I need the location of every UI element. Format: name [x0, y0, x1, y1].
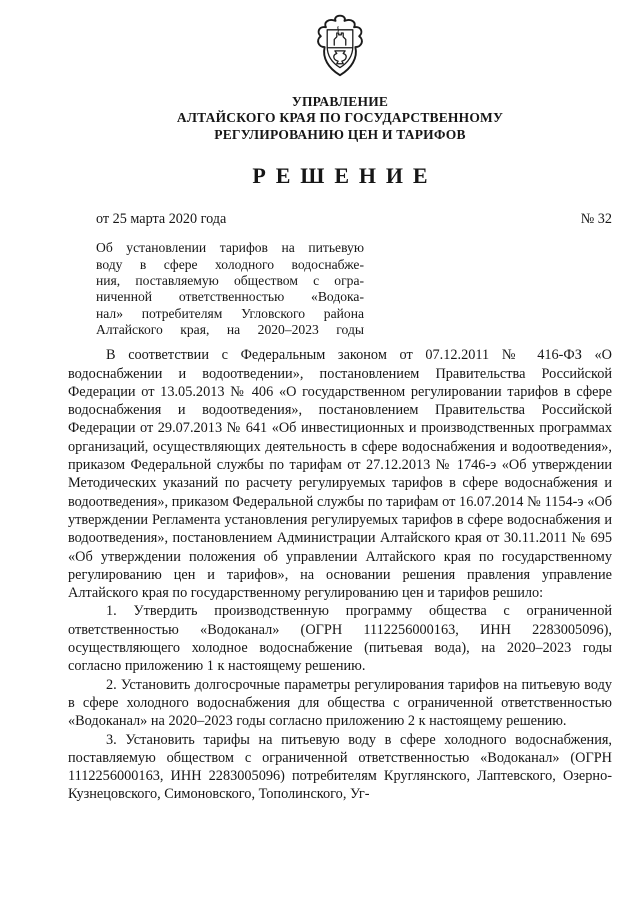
document-body: [68, 346, 612, 803]
issuing-authority: [68, 94, 612, 143]
authority-line-2: АЛТАЙСКОГО КРАЯ ПО ГОСУДАРСТВЕННОМУ: [176, 110, 504, 126]
authority-line-1: УПРАВЛЕНИЕ: [291, 94, 389, 109]
document-type-title: РЕШЕНИЕ: [252, 163, 438, 189]
subject-line: ния, поставляемую обществом с огра-: [96, 273, 364, 289]
subject-line: нал» потребителям Угловского района: [96, 305, 364, 321]
document-subject: [96, 240, 364, 338]
subject-line: Алтайского края, на 2020–2023 годы: [96, 321, 364, 337]
paragraph-item-3: 3. Установить тарифы на питьевую воду в сфере холодного водоснабжения, поставляемую обществом с ограниченной ответственностью «Водоканал» (ОГРН 1112256000163, ИНН 2283005096) потребителям Круглянского, Лаптевского, Озерно-Кузнецовского, Симоновского, Тополинского, Уг-: [68, 731, 612, 803]
paragraph-item-2: 2. Установить долгосрочные параметры регулирования тарифов на питьевую воду в сфере холодного водоснабжения для общества с ограниченной ответственностью «Водоканал» на 2020–2023 годы согласно приложению 2 к настоящему решению.: [68, 676, 612, 730]
subject-line: Об установлении тарифов на питьевую: [96, 240, 364, 256]
paragraph-preamble: В соответствии с Федеральным законом от 07.12.2011 № 416-ФЗ «О водоснабжении и водоотведении», постановлением Правительства Российской Федерации от 13.05.2013 № 406 «О государственном регулировании тарифов в сфере водоснабжения и водоотведения», постановлением Правительства Российской Федерации от 29.07.2013 № 641 «Об инвестиционных и производственных программах организаций, осуществляющих деятельность в сфере водоснабжения и водоотведения», приказом Федеральной службы по тарифам от 27.12.2013 № 1746-э «Об утверждении Методических указаний по расчету регулируемых тарифов в сфере водоснабжения и водоотведения», приказом Федеральной службы по тарифам от 16.07.2014 № 1154-э «Об утверждении Регламента установления регулируемых тарифов в сфере водоснабжения и водоотведения», постановлением Администрации Алтайского края от 30.11.2011 № 695 «Об утверждении положения об управлении Алтайского края по государственному регулированию цен и тарифов», на основании решения правления управление Алтайского края по государственному регулированию цен и тарифов решило:: [68, 347, 612, 602]
subject-line: воду в сфере холодного водоснабже-: [96, 256, 364, 272]
coat-of-arms-icon: [308, 13, 372, 85]
document-meta-row: [68, 211, 612, 228]
document-date: от 25 марта 2020 года: [96, 211, 227, 228]
authority-line-3: РЕГУЛИРОВАНИЮ ЦЕН И ТАРИФОВ: [214, 126, 466, 142]
paragraph-item-1: 1. Утвердить производственную программу общества с ограниченной ответственностью «Водоканал» (ОГРН 1112256000163, ИНН 2283005096), осуществляющего холодное водоснабжение (питьевая вода), на 2020–2023 годы согласно приложению 1 к настоящему решению.: [68, 603, 612, 675]
subject-line: ниченной ответственностью «Водока-: [96, 289, 364, 305]
emblem-container: [68, 13, 612, 85]
document-number: № 32: [580, 211, 612, 228]
